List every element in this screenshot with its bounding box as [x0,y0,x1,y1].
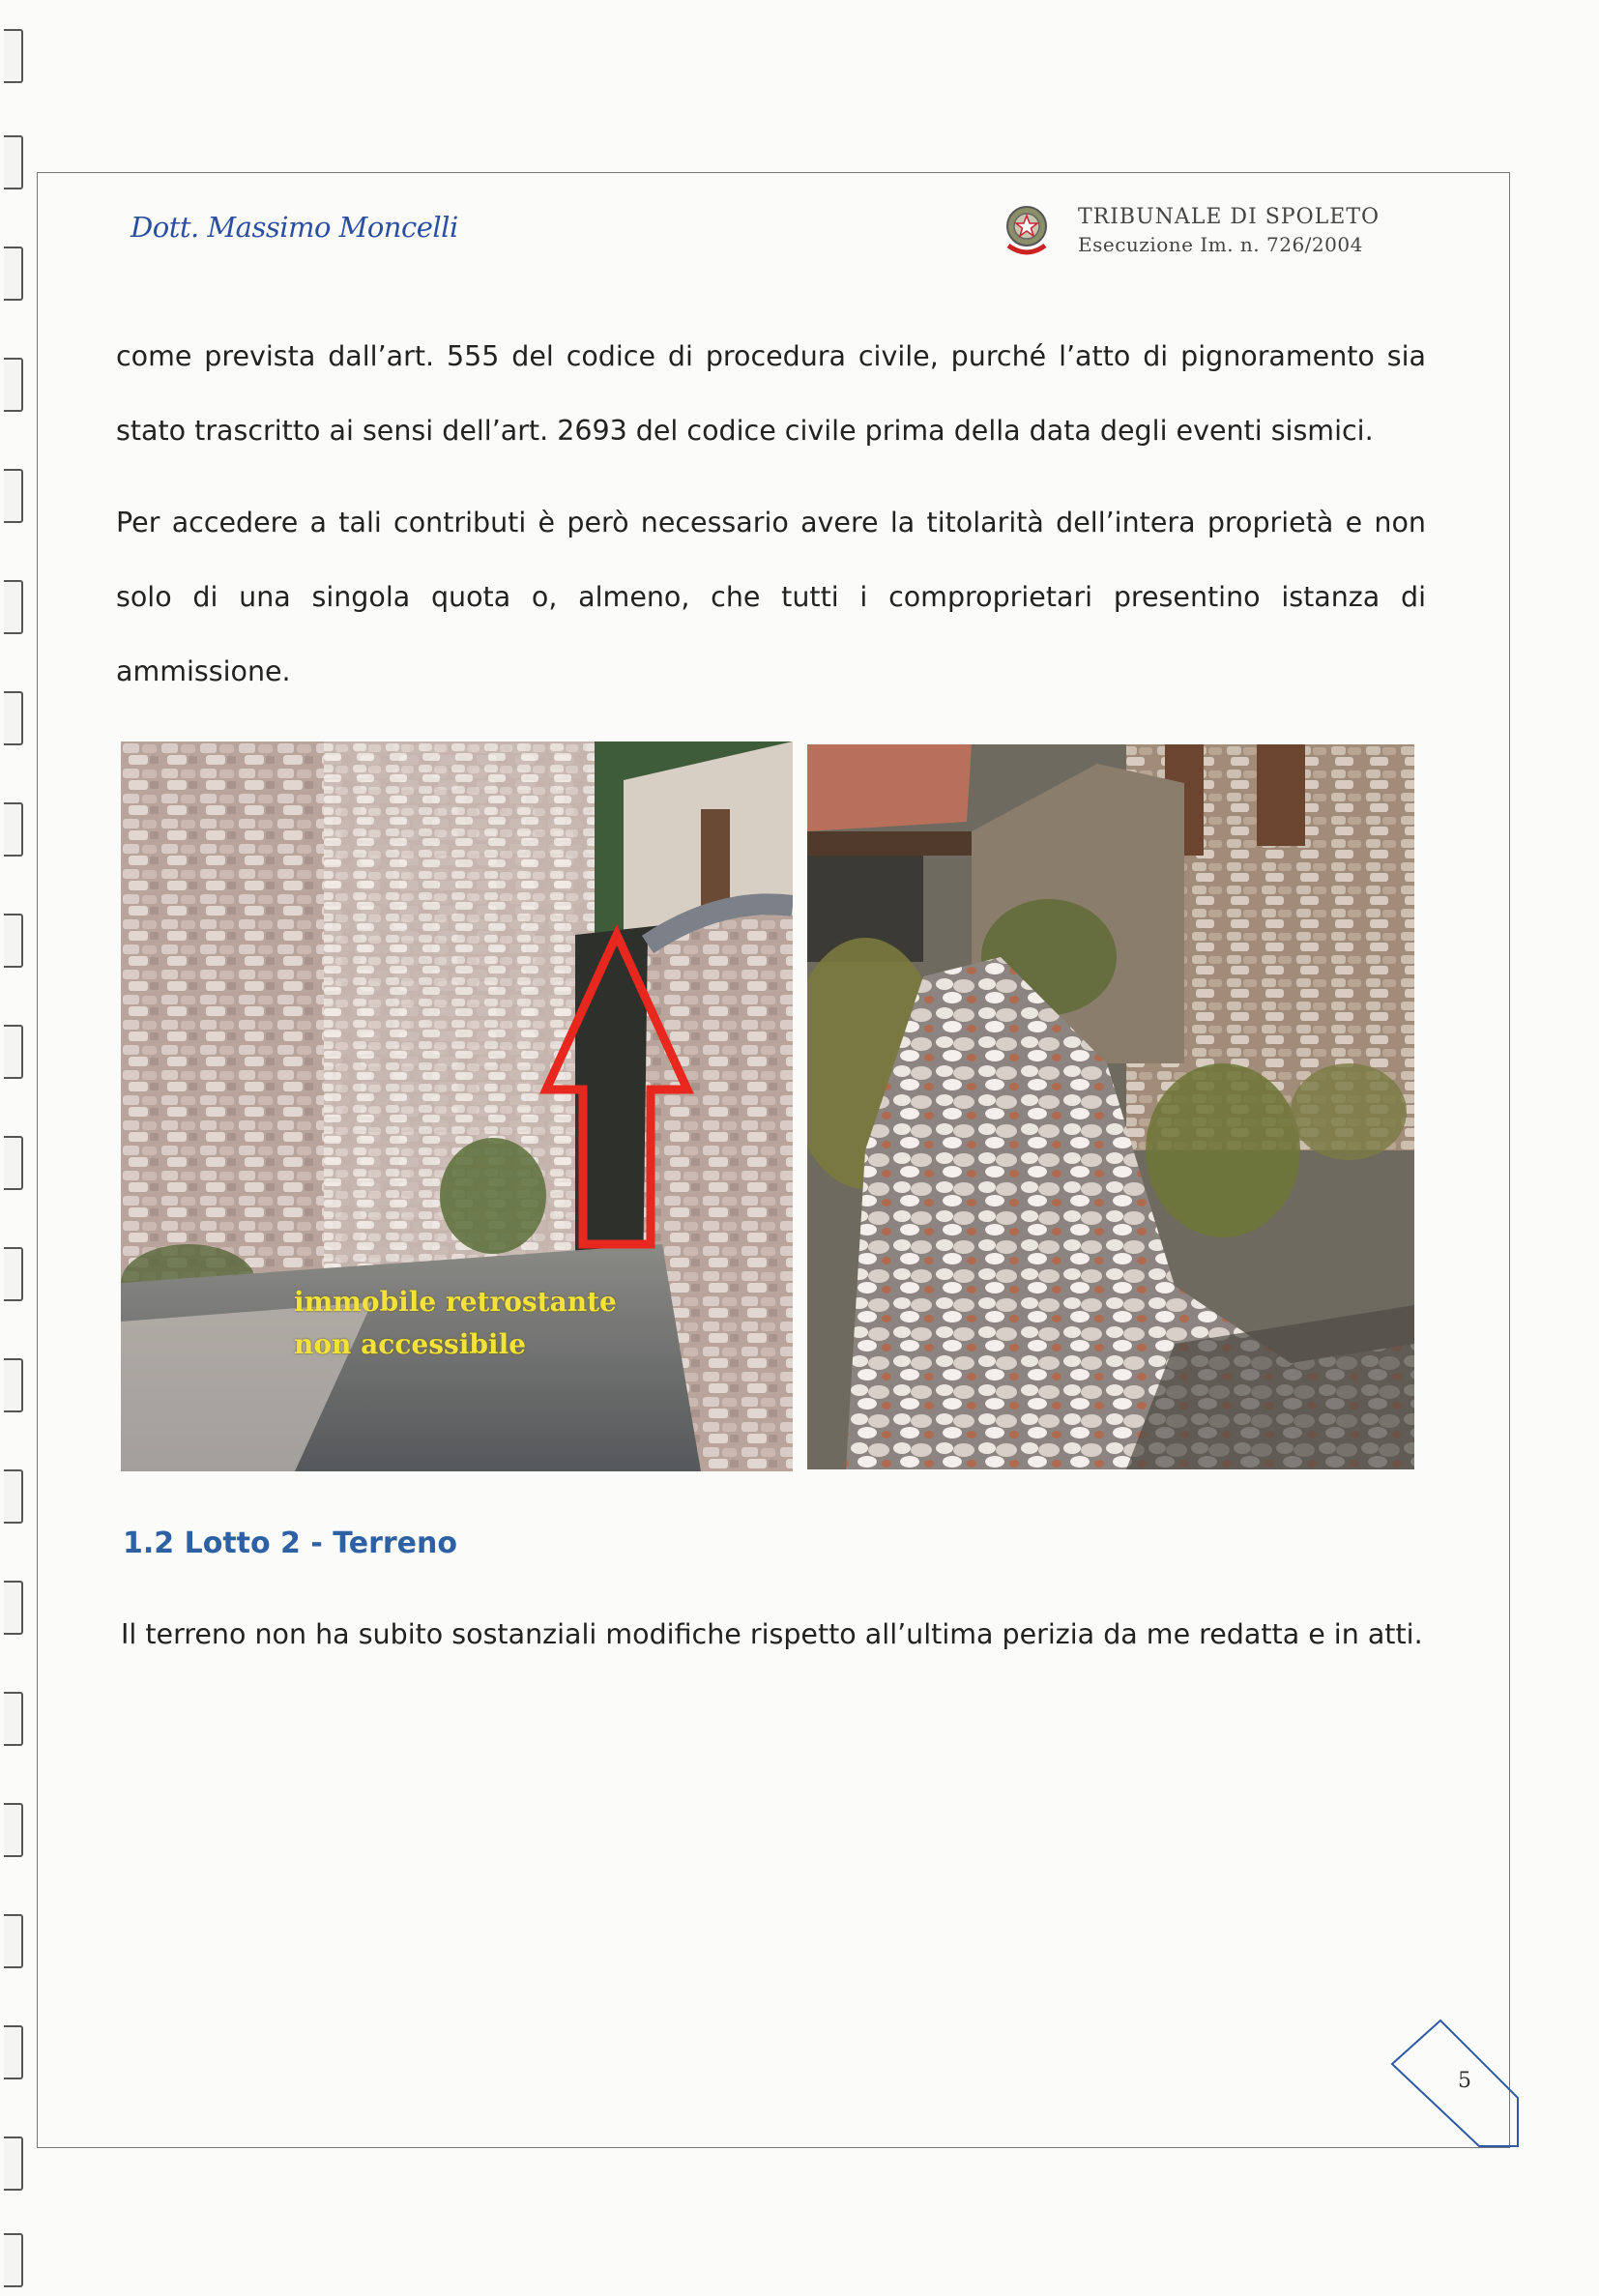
paragraph-2: Per accedere a tali contributi è però necessario avere la titolarità dell’intera proprietà e non solo di una singola quota o, almeno, che tutti i comproprietari presentino istanza di ammissione. [116,507,1426,687]
page-number: 5 [1458,2069,1471,2093]
court-header [1078,203,1380,259]
paragraph-1: come prevista dall’art. 555 del codice di procedura civile, purché l’atto di pignoramento sia stato trascritto ai sensi dell’art. 2693 del codice civile prima della data degli eventi sismici. [116,340,1426,447]
case-number: Esecuzione Im. n. 726/2004 [1078,233,1363,256]
section-heading: 1.2 Lotto 2 - Terreno [123,1526,457,1560]
photo-caption-line-1: immobile retrostante [294,1286,617,1318]
photo-collapsed-building [807,744,1414,1469]
court-name: TRIBUNALE DI SPOLETO [1078,205,1381,229]
italian-republic-emblem-icon [1003,203,1051,257]
spiral-binding [0,0,39,2296]
photo-caption-line-2: non accessibile [294,1328,527,1360]
photo-caption [294,1281,617,1366]
paragraph-3: Il terreno non ha subito sostanziali modifiche rispetto all’ultima perizia da me redatta e in atti. [121,1618,1423,1650]
page-number-marker [1382,2016,1527,2151]
author-signature: Dott. Massimo Moncelli [131,211,458,244]
